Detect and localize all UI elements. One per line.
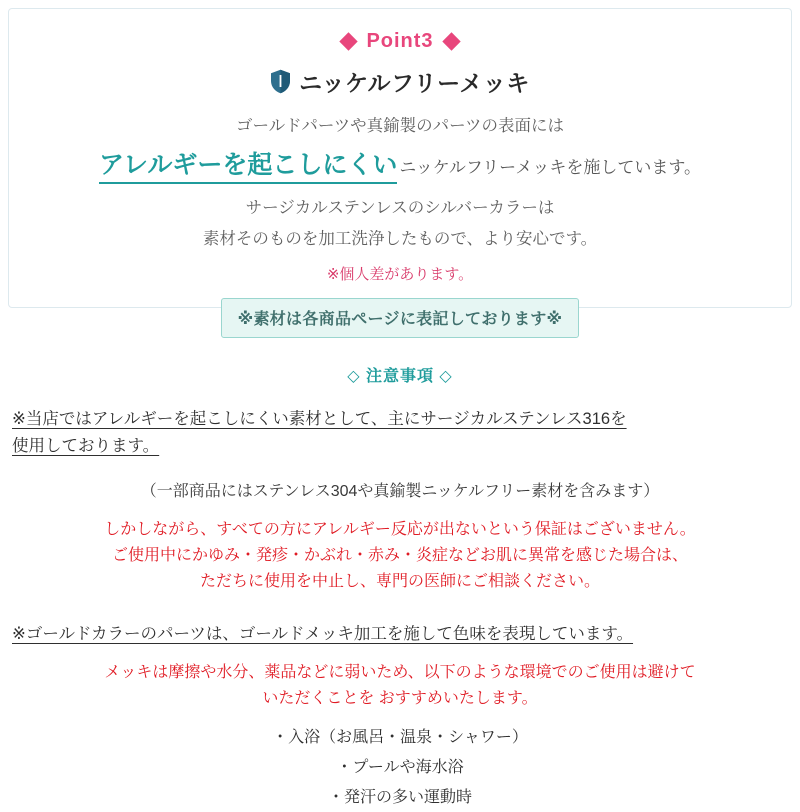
material-statement	[12, 406, 788, 460]
point3-panel	[8, 8, 792, 328]
caution-section	[0, 363, 800, 812]
material-badge-wrapper	[9, 284, 791, 338]
panel-line-3: サージカルステンレスのシルバーカラーは	[245, 198, 555, 217]
allergy-warning-block	[12, 517, 788, 594]
highlight-phrase: アレルギーを起こしにくい	[99, 150, 397, 184]
allergy-warning-line-1: しかしながら、すべての方にアレルギー反応が出ないという保証はございません。	[104, 521, 696, 539]
gold-plating-statement: ※ゴールドカラーのパーツは、ゴールドメッキ加工を施して色味を表現しています。	[12, 625, 634, 644]
diamond-left-icon	[340, 32, 358, 50]
point-heading	[9, 31, 791, 51]
shield-icon	[270, 69, 291, 94]
parenthetical-note: （一部商品にはステンレス304や真鍮製ニッケルフリー素材を含みます）	[140, 483, 660, 501]
caution-title: ◇ 注意事項 ◇	[347, 368, 453, 385]
panel-line-4: 素材そのものを加工洗浄したもので、より安心です。	[202, 230, 598, 249]
list-item: ・発汗の多い運動時	[327, 788, 472, 806]
panel-subtitle-row	[9, 65, 791, 98]
allergy-warning-line-2: ご使用中にかゆみ・発疹・かぶれ・赤み・炎症などお肌に異常を感じた場合は、	[111, 547, 688, 565]
list-item: ・プールや海水浴	[336, 759, 464, 776]
individual-difference-note: ※個人差があります。	[326, 265, 474, 283]
allergy-warning-line-3: ただちに使用を中止し、専門の医師にご相談ください。	[199, 572, 600, 590]
list-item: ・入浴（お風呂・温泉・シャワー）	[272, 729, 528, 747]
material-badge: ※素材は各商品ページに表記しております※	[221, 298, 580, 338]
panel-subtitle-text: ニッケルフリーメッキ	[299, 70, 530, 96]
avoid-situations-list	[12, 723, 788, 812]
material-statement-line-2: 使用しております。	[12, 437, 160, 456]
plating-care-line-1: メッキは摩擦や水分、薬品などに弱いため、以下のような環境でのご使用は避けて	[104, 664, 696, 682]
point-label: Point3	[366, 30, 434, 52]
panel-line-1: ゴールドパーツや真鍮製のパーツの表面には	[235, 117, 565, 135]
plating-care-line-2: いただくことを おすすめいたします。	[262, 689, 538, 707]
plating-care-warning	[12, 660, 788, 711]
panel-highlight-row	[9, 150, 791, 184]
diamond-right-icon	[442, 32, 460, 50]
material-statement-line-1: ※当店ではアレルギーを起こしにくい素材として、主にサージカルステンレス316を	[12, 410, 627, 428]
highlight-rest-text: ニッケルフリーメッキを施しています。	[399, 157, 701, 177]
page-root	[0, 8, 800, 808]
